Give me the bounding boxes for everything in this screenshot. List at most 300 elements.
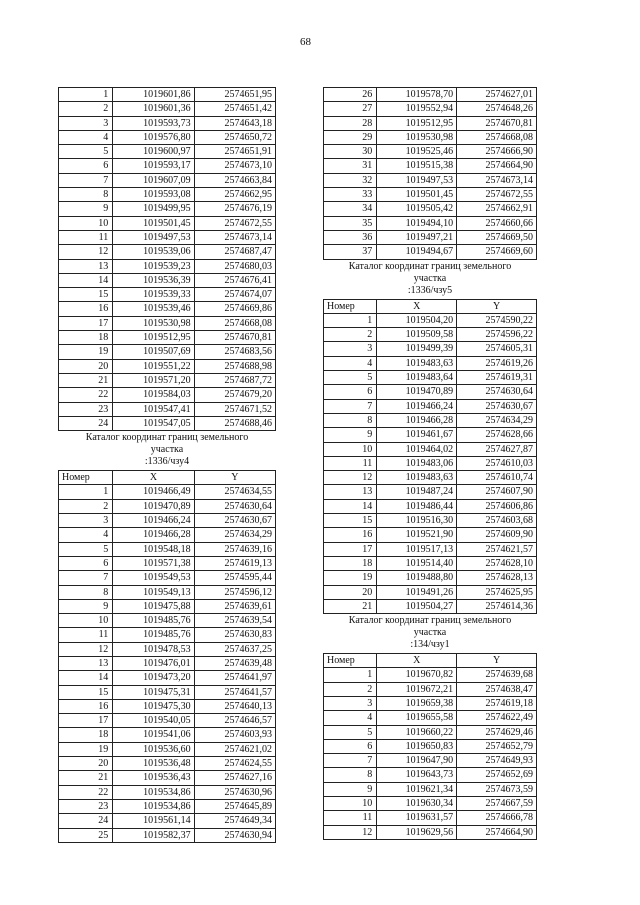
point-number-cell: 5 xyxy=(324,371,377,385)
point-number-cell: 12 xyxy=(324,471,377,485)
table-row xyxy=(59,416,276,430)
table-row xyxy=(324,585,537,599)
y-coordinate-cell: 2574610,74 xyxy=(457,471,537,485)
table-row xyxy=(324,514,537,528)
caption-line: участка xyxy=(150,444,184,456)
y-coordinate-cell: 2574596,22 xyxy=(457,328,537,342)
x-coordinate-cell: 1019548,18 xyxy=(113,542,194,556)
table-row xyxy=(59,571,276,585)
coord-table-134-chzu1 xyxy=(323,653,537,840)
point-number-cell: 2 xyxy=(324,682,377,696)
table-row xyxy=(324,399,537,413)
point-number-cell: 29 xyxy=(324,130,377,144)
x-coordinate-cell: 1019643,73 xyxy=(377,768,457,782)
table-row xyxy=(324,768,537,782)
y-coordinate-cell: 2574630,67 xyxy=(457,399,537,413)
y-coordinate-cell: 2574663,84 xyxy=(194,173,275,187)
table-row xyxy=(59,771,276,785)
x-coordinate-cell: 1019530,98 xyxy=(113,316,194,330)
table-row xyxy=(324,385,537,399)
y-coordinate-cell: 2574621,02 xyxy=(194,742,275,756)
y-coordinate-cell: 2574643,18 xyxy=(194,116,275,130)
table-row xyxy=(324,739,537,753)
table-row xyxy=(59,373,276,387)
table-row xyxy=(59,785,276,799)
x-coordinate-cell: 1019470,89 xyxy=(377,385,457,399)
table-row xyxy=(59,699,276,713)
x-coordinate-cell: 1019540,05 xyxy=(113,714,194,728)
table-row xyxy=(59,102,276,116)
coord-table-continued xyxy=(58,87,276,431)
point-number-cell: 11 xyxy=(324,456,377,470)
point-number-cell: 15 xyxy=(59,685,113,699)
table-row xyxy=(59,828,276,842)
x-coordinate-cell: 1019466,49 xyxy=(113,485,194,499)
table-row xyxy=(59,302,276,316)
y-coordinate-cell: 2574630,67 xyxy=(194,514,275,528)
table-row xyxy=(324,599,537,613)
y-coordinate-cell: 2574651,42 xyxy=(194,102,275,116)
y-coordinate-cell: 2574666,90 xyxy=(457,145,537,159)
y-coordinate-cell: 2574664,90 xyxy=(457,825,537,839)
x-coordinate-cell: 1019600,97 xyxy=(113,145,194,159)
table-row xyxy=(324,682,537,696)
x-coordinate-cell: 1019552,94 xyxy=(377,102,457,116)
y-coordinate-cell: 2574652,79 xyxy=(457,739,537,753)
x-coordinate-cell: 1019607,09 xyxy=(113,173,194,187)
y-coordinate-cell: 2574619,13 xyxy=(194,556,275,570)
header-number: Номер xyxy=(59,471,113,485)
table-row xyxy=(324,797,537,811)
point-number-cell: 16 xyxy=(59,699,113,713)
y-coordinate-cell: 2574628,13 xyxy=(457,571,537,585)
y-coordinate-cell: 2574645,89 xyxy=(194,799,275,813)
table-row xyxy=(324,428,537,442)
point-number-cell: 25 xyxy=(59,828,113,842)
table-row xyxy=(324,116,537,130)
x-coordinate-cell: 1019499,95 xyxy=(113,202,194,216)
table-row xyxy=(324,102,537,116)
point-number-cell: 3 xyxy=(59,514,113,528)
point-number-cell: 6 xyxy=(59,159,113,173)
y-coordinate-cell: 2574687,47 xyxy=(194,245,275,259)
table-row xyxy=(59,485,276,499)
table-row xyxy=(59,331,276,345)
x-coordinate-cell: 1019509,58 xyxy=(377,328,457,342)
table-row xyxy=(324,711,537,725)
x-coordinate-cell: 1019497,53 xyxy=(113,230,194,244)
table-row xyxy=(59,614,276,628)
table-row xyxy=(59,728,276,742)
x-coordinate-cell: 1019621,34 xyxy=(377,782,457,796)
caption-line: :1336/чзу4 xyxy=(144,456,190,468)
point-number-cell: 2 xyxy=(324,328,377,342)
x-coordinate-cell: 1019473,20 xyxy=(113,671,194,685)
y-coordinate-cell: 2574648,26 xyxy=(457,102,537,116)
y-coordinate-cell: 2574662,91 xyxy=(457,202,537,216)
table-row xyxy=(324,145,537,159)
y-coordinate-cell: 2574668,08 xyxy=(457,130,537,144)
point-number-cell: 17 xyxy=(59,316,113,330)
x-coordinate-cell: 1019629,56 xyxy=(377,825,457,839)
table-row xyxy=(59,230,276,244)
point-number-cell: 9 xyxy=(59,599,113,613)
point-number-cell: 23 xyxy=(59,799,113,813)
table-row xyxy=(324,342,537,356)
point-number-cell: 3 xyxy=(324,342,377,356)
point-number-cell: 33 xyxy=(324,188,377,202)
y-coordinate-cell: 2574630,96 xyxy=(194,785,275,799)
x-coordinate-cell: 1019483,06 xyxy=(377,456,457,470)
point-number-cell: 8 xyxy=(59,585,113,599)
y-coordinate-cell: 2574624,55 xyxy=(194,757,275,771)
x-coordinate-cell: 1019521,90 xyxy=(377,528,457,542)
y-coordinate-cell: 2574676,41 xyxy=(194,273,275,287)
table-row xyxy=(59,499,276,513)
table-row xyxy=(59,742,276,756)
y-coordinate-cell: 2574672,55 xyxy=(194,216,275,230)
y-coordinate-cell: 2574673,59 xyxy=(457,782,537,796)
point-number-cell: 8 xyxy=(324,768,377,782)
table-row xyxy=(324,173,537,187)
table-row xyxy=(59,628,276,642)
y-coordinate-cell: 2574651,95 xyxy=(194,88,275,102)
caption-line: участка xyxy=(413,627,447,639)
table-row xyxy=(59,685,276,699)
y-coordinate-cell: 2574639,61 xyxy=(194,599,275,613)
x-coordinate-cell: 1019655,58 xyxy=(377,711,457,725)
point-number-cell: 4 xyxy=(59,130,113,144)
point-number-cell: 15 xyxy=(59,288,113,302)
x-coordinate-cell: 1019483,64 xyxy=(377,371,457,385)
point-number-cell: 14 xyxy=(59,273,113,287)
x-coordinate-cell: 1019497,53 xyxy=(377,173,457,187)
point-number-cell: 37 xyxy=(324,245,377,259)
point-number-cell: 18 xyxy=(324,556,377,570)
y-coordinate-cell: 2574673,14 xyxy=(457,173,537,187)
table-row xyxy=(59,757,276,771)
point-number-cell: 7 xyxy=(324,754,377,768)
table-row xyxy=(59,159,276,173)
y-coordinate-cell: 2574667,59 xyxy=(457,797,537,811)
y-coordinate-cell: 2574619,26 xyxy=(457,356,537,370)
x-coordinate-cell: 1019476,01 xyxy=(113,656,194,670)
point-number-cell: 8 xyxy=(59,188,113,202)
point-number-cell: 3 xyxy=(324,696,377,710)
y-coordinate-cell: 2574688,46 xyxy=(194,416,275,430)
table-row xyxy=(324,725,537,739)
y-coordinate-cell: 2574638,47 xyxy=(457,682,537,696)
y-coordinate-cell: 2574630,64 xyxy=(457,385,537,399)
point-number-cell: 17 xyxy=(324,542,377,556)
y-coordinate-cell: 2574603,68 xyxy=(457,514,537,528)
table-row xyxy=(59,671,276,685)
x-coordinate-cell: 1019494,10 xyxy=(377,216,457,230)
y-coordinate-cell: 2574660,66 xyxy=(457,216,537,230)
y-coordinate-cell: 2574628,66 xyxy=(457,428,537,442)
y-coordinate-cell: 2574669,60 xyxy=(457,245,537,259)
x-coordinate-cell: 1019466,24 xyxy=(377,399,457,413)
y-coordinate-cell: 2574676,19 xyxy=(194,202,275,216)
y-coordinate-cell: 2574688,98 xyxy=(194,359,275,373)
catalog-caption-134-chzu1 xyxy=(323,615,537,651)
point-number-cell: 20 xyxy=(324,585,377,599)
table-header-row xyxy=(324,299,537,313)
x-coordinate-cell: 1019491,26 xyxy=(377,585,457,599)
y-coordinate-cell: 2574651,91 xyxy=(194,145,275,159)
header-x: X xyxy=(377,299,457,313)
point-number-cell: 24 xyxy=(59,416,113,430)
y-coordinate-cell: 2574627,87 xyxy=(457,442,537,456)
point-number-cell: 22 xyxy=(59,388,113,402)
x-coordinate-cell: 1019466,28 xyxy=(113,528,194,542)
point-number-cell: 8 xyxy=(324,413,377,427)
point-number-cell: 13 xyxy=(324,485,377,499)
table-row xyxy=(324,542,537,556)
point-number-cell: 5 xyxy=(59,145,113,159)
x-coordinate-cell: 1019487,24 xyxy=(377,485,457,499)
y-coordinate-cell: 2574649,34 xyxy=(194,814,275,828)
table-row xyxy=(59,556,276,570)
y-coordinate-cell: 2574609,90 xyxy=(457,528,537,542)
table-row xyxy=(324,782,537,796)
x-coordinate-cell: 1019578,70 xyxy=(377,88,457,102)
table-row xyxy=(324,456,537,470)
x-coordinate-cell: 1019517,13 xyxy=(377,542,457,556)
x-coordinate-cell: 1019659,38 xyxy=(377,696,457,710)
point-number-cell: 16 xyxy=(59,302,113,316)
table-row xyxy=(59,656,276,670)
x-coordinate-cell: 1019549,53 xyxy=(113,571,194,585)
y-coordinate-cell: 2574621,57 xyxy=(457,542,537,556)
table-row xyxy=(59,116,276,130)
table-row xyxy=(59,316,276,330)
x-coordinate-cell: 1019539,46 xyxy=(113,302,194,316)
y-coordinate-cell: 2574650,72 xyxy=(194,130,275,144)
table-row xyxy=(59,273,276,287)
x-coordinate-cell: 1019549,13 xyxy=(113,585,194,599)
table-row xyxy=(324,471,537,485)
table-row xyxy=(59,542,276,556)
y-coordinate-cell: 2574634,29 xyxy=(194,528,275,542)
point-number-cell: 4 xyxy=(324,711,377,725)
header-x: X xyxy=(113,471,194,485)
point-number-cell: 6 xyxy=(324,739,377,753)
y-coordinate-cell: 2574630,83 xyxy=(194,628,275,642)
point-number-cell: 23 xyxy=(59,402,113,416)
x-coordinate-cell: 1019571,20 xyxy=(113,373,194,387)
x-coordinate-cell: 1019475,31 xyxy=(113,685,194,699)
x-coordinate-cell: 1019497,21 xyxy=(377,230,457,244)
x-coordinate-cell: 1019525,46 xyxy=(377,145,457,159)
x-coordinate-cell: 1019512,95 xyxy=(113,331,194,345)
table-header-row xyxy=(324,654,537,668)
right-column xyxy=(323,87,537,840)
point-number-cell: 35 xyxy=(324,216,377,230)
y-coordinate-cell: 2574610,03 xyxy=(457,456,537,470)
table-row xyxy=(59,245,276,259)
x-coordinate-cell: 1019547,41 xyxy=(113,402,194,416)
table-row xyxy=(324,88,537,102)
x-coordinate-cell: 1019536,48 xyxy=(113,757,194,771)
y-coordinate-cell: 2574640,13 xyxy=(194,699,275,713)
y-coordinate-cell: 2574669,86 xyxy=(194,302,275,316)
y-coordinate-cell: 2574670,81 xyxy=(194,331,275,345)
header-y: Y xyxy=(457,299,537,313)
point-number-cell: 7 xyxy=(59,173,113,187)
x-coordinate-cell: 1019534,86 xyxy=(113,785,194,799)
page-number: 68 xyxy=(300,36,311,48)
point-number-cell: 30 xyxy=(324,145,377,159)
table-row xyxy=(324,754,537,768)
y-coordinate-cell: 2574605,31 xyxy=(457,342,537,356)
x-coordinate-cell: 1019582,37 xyxy=(113,828,194,842)
x-coordinate-cell: 1019485,76 xyxy=(113,614,194,628)
y-coordinate-cell: 2574629,46 xyxy=(457,725,537,739)
x-coordinate-cell: 1019534,86 xyxy=(113,799,194,813)
point-number-cell: 10 xyxy=(59,216,113,230)
x-coordinate-cell: 1019630,34 xyxy=(377,797,457,811)
y-coordinate-cell: 2574634,29 xyxy=(457,413,537,427)
table-row xyxy=(324,556,537,570)
x-coordinate-cell: 1019475,88 xyxy=(113,599,194,613)
point-number-cell: 13 xyxy=(59,656,113,670)
point-number-cell: 28 xyxy=(324,116,377,130)
y-coordinate-cell: 2574625,95 xyxy=(457,585,537,599)
x-coordinate-cell: 1019551,22 xyxy=(113,359,194,373)
x-coordinate-cell: 1019464,02 xyxy=(377,442,457,456)
y-coordinate-cell: 2574614,36 xyxy=(457,599,537,613)
table-row xyxy=(324,245,537,259)
y-coordinate-cell: 2574627,01 xyxy=(457,88,537,102)
x-coordinate-cell: 1019515,38 xyxy=(377,159,457,173)
x-coordinate-cell: 1019539,23 xyxy=(113,259,194,273)
x-coordinate-cell: 1019536,43 xyxy=(113,771,194,785)
point-number-cell: 21 xyxy=(324,599,377,613)
x-coordinate-cell: 1019488,80 xyxy=(377,571,457,585)
catalog-caption-chzu5 xyxy=(323,261,537,297)
point-number-cell: 18 xyxy=(59,728,113,742)
y-coordinate-cell: 2574603,93 xyxy=(194,728,275,742)
point-number-cell: 34 xyxy=(324,202,377,216)
point-number-cell: 10 xyxy=(324,442,377,456)
x-coordinate-cell: 1019536,60 xyxy=(113,742,194,756)
y-coordinate-cell: 2574669,50 xyxy=(457,230,537,244)
x-coordinate-cell: 1019504,20 xyxy=(377,313,457,327)
y-coordinate-cell: 2574673,10 xyxy=(194,159,275,173)
x-coordinate-cell: 1019512,95 xyxy=(377,116,457,130)
table-row xyxy=(59,202,276,216)
x-coordinate-cell: 1019494,67 xyxy=(377,245,457,259)
table-row xyxy=(59,359,276,373)
table-row xyxy=(59,188,276,202)
table-row xyxy=(59,814,276,828)
point-number-cell: 11 xyxy=(59,628,113,642)
x-coordinate-cell: 1019483,63 xyxy=(377,356,457,370)
x-coordinate-cell: 1019547,05 xyxy=(113,416,194,430)
table-row xyxy=(59,514,276,528)
x-coordinate-cell: 1019504,27 xyxy=(377,599,457,613)
x-coordinate-cell: 1019584,03 xyxy=(113,388,194,402)
point-number-cell: 19 xyxy=(324,571,377,585)
point-number-cell: 14 xyxy=(324,499,377,513)
point-number-cell: 15 xyxy=(324,514,377,528)
x-coordinate-cell: 1019593,17 xyxy=(113,159,194,173)
point-number-cell: 11 xyxy=(59,230,113,244)
x-coordinate-cell: 1019536,39 xyxy=(113,273,194,287)
table-row xyxy=(59,345,276,359)
table-header-row xyxy=(59,471,276,485)
y-coordinate-cell: 2574666,78 xyxy=(457,811,537,825)
x-coordinate-cell: 1019505,42 xyxy=(377,202,457,216)
table-row xyxy=(59,173,276,187)
point-number-cell: 6 xyxy=(59,556,113,570)
x-coordinate-cell: 1019571,38 xyxy=(113,556,194,570)
point-number-cell: 2 xyxy=(59,102,113,116)
y-coordinate-cell: 2574668,08 xyxy=(194,316,275,330)
point-number-cell: 36 xyxy=(324,230,377,244)
x-coordinate-cell: 1019507,69 xyxy=(113,345,194,359)
y-coordinate-cell: 2574595,44 xyxy=(194,571,275,585)
x-coordinate-cell: 1019593,73 xyxy=(113,116,194,130)
x-coordinate-cell: 1019475,30 xyxy=(113,699,194,713)
y-coordinate-cell: 2574630,94 xyxy=(194,828,275,842)
coord-table-chzu5 xyxy=(323,299,537,615)
table-row xyxy=(324,130,537,144)
y-coordinate-cell: 2574622,49 xyxy=(457,711,537,725)
point-number-cell: 24 xyxy=(59,814,113,828)
x-coordinate-cell: 1019514,40 xyxy=(377,556,457,570)
point-number-cell: 12 xyxy=(324,825,377,839)
table-row xyxy=(324,442,537,456)
y-coordinate-cell: 2574630,64 xyxy=(194,499,275,513)
coord-table-continued-right xyxy=(323,87,537,260)
header-number: Номер xyxy=(324,654,377,668)
point-number-cell: 32 xyxy=(324,173,377,187)
point-number-cell: 1 xyxy=(324,668,377,682)
point-number-cell: 4 xyxy=(324,356,377,370)
table-row xyxy=(59,288,276,302)
point-number-cell: 20 xyxy=(59,359,113,373)
y-coordinate-cell: 2574664,90 xyxy=(457,159,537,173)
caption-line: участка xyxy=(413,272,447,284)
caption-line: :1336/чзу5 xyxy=(407,284,453,296)
y-coordinate-cell: 2574673,14 xyxy=(194,230,275,244)
point-number-cell: 13 xyxy=(59,259,113,273)
table-row xyxy=(324,825,537,839)
x-coordinate-cell: 1019576,80 xyxy=(113,130,194,144)
y-coordinate-cell: 2574639,48 xyxy=(194,656,275,670)
x-coordinate-cell: 1019561,14 xyxy=(113,814,194,828)
y-coordinate-cell: 2574619,31 xyxy=(457,371,537,385)
point-number-cell: 5 xyxy=(59,542,113,556)
table-row xyxy=(324,696,537,710)
y-coordinate-cell: 2574639,16 xyxy=(194,542,275,556)
y-coordinate-cell: 2574671,52 xyxy=(194,402,275,416)
y-coordinate-cell: 2574670,81 xyxy=(457,116,537,130)
y-coordinate-cell: 2574628,10 xyxy=(457,556,537,570)
y-coordinate-cell: 2574652,69 xyxy=(457,768,537,782)
point-number-cell: 1 xyxy=(59,485,113,499)
y-coordinate-cell: 2574641,57 xyxy=(194,685,275,699)
table-row xyxy=(59,259,276,273)
table-row xyxy=(59,714,276,728)
point-number-cell: 5 xyxy=(324,725,377,739)
x-coordinate-cell: 1019660,22 xyxy=(377,725,457,739)
y-coordinate-cell: 2574683,56 xyxy=(194,345,275,359)
y-coordinate-cell: 2574619,18 xyxy=(457,696,537,710)
x-coordinate-cell: 1019647,90 xyxy=(377,754,457,768)
